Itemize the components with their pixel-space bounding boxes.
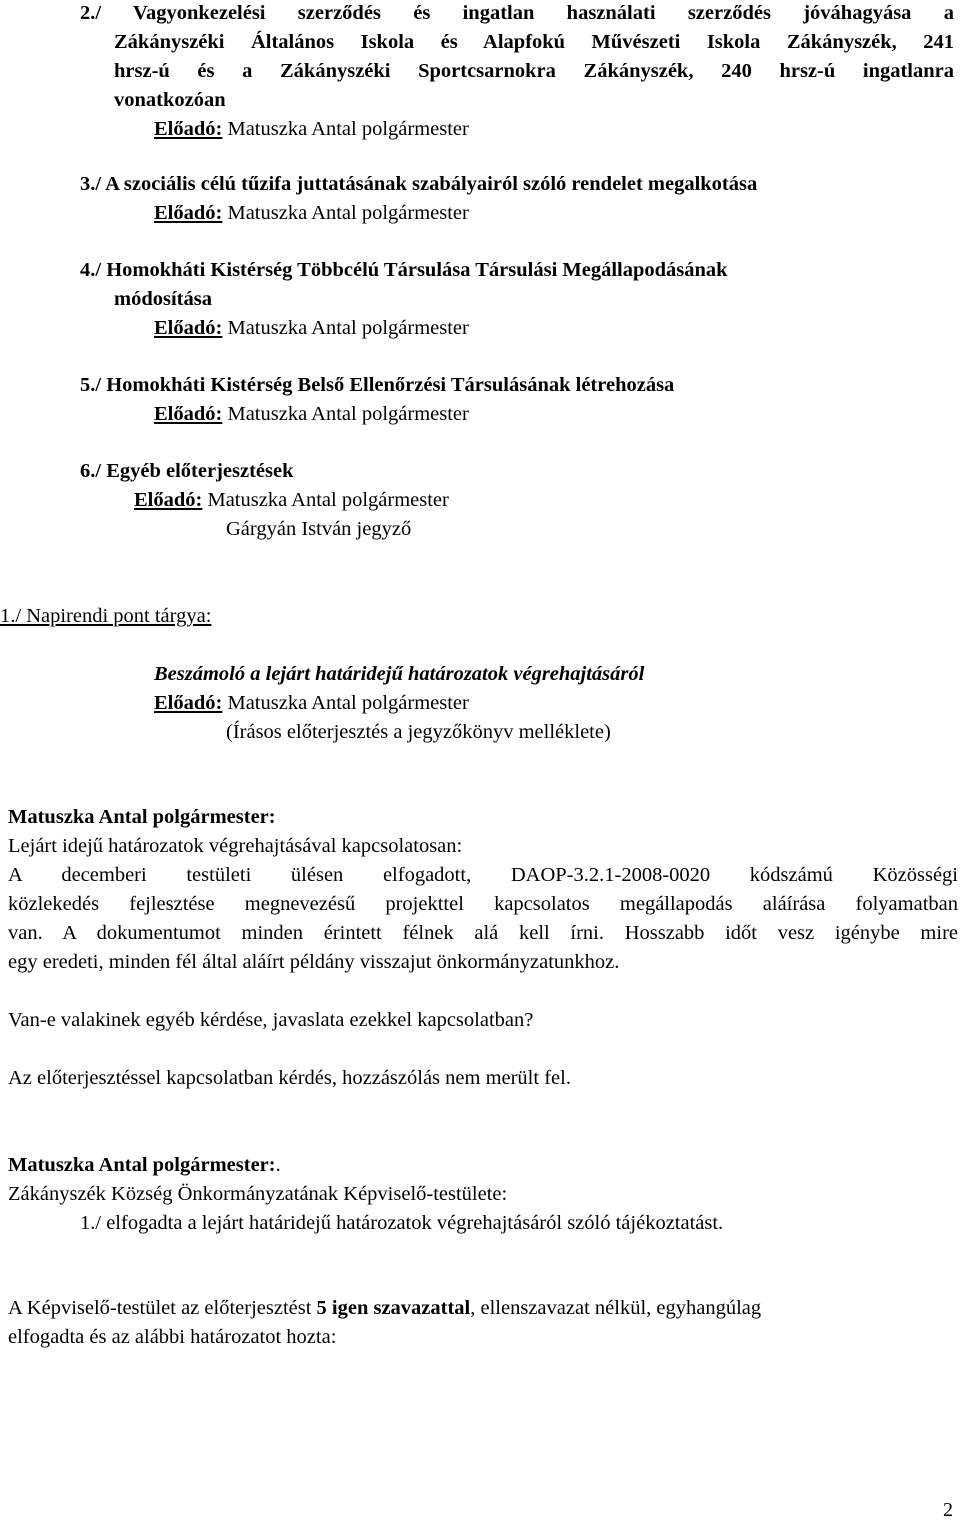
agenda-presenter (134, 486, 960, 515)
speaker-name: Matuszka Antal polgármester: (8, 1154, 276, 1176)
vote-prefix: A Képviselő-testület az előterjesztést (8, 1297, 317, 1319)
speech-1 (8, 803, 958, 977)
presenter-label: Előadó: (154, 403, 223, 425)
speech-line: van. A dokumentumot minden érintett félnek alá kell írni. Hosszabb időt vesz igénybe mire (8, 922, 958, 944)
agenda-title-line (80, 0, 954, 28)
speech-line: Lejárt idejű határozatok végrehajtásával kapcsolatosan: (8, 835, 463, 857)
point-1-heading (0, 602, 960, 631)
agenda-title-text: Homokháti Kistérség Többcélú Társulása Társulási Megállapodásának (106, 259, 728, 281)
point-1-subject: Beszámoló a lejárt határidejű határozatok végrehajtásáról (154, 663, 645, 685)
agenda-number: 4./ (80, 259, 102, 281)
vote-suffix: , ellenszavazat nélkül, egyhangúlag (470, 1297, 762, 1319)
point-1-details (154, 660, 954, 747)
agenda-title-text: Homokháti Kistérség Belső Ellenőrzési Társulásának létrehozása (106, 374, 675, 396)
vote-line-2: elfogadta és az alábbi határozatot hozta: (8, 1326, 337, 1348)
agenda-number: 3./ (80, 173, 102, 195)
agenda-title-text: Egyéb előterjesztések (106, 460, 294, 482)
agenda-title-line: hrsz-ú és a Zákányszéki Sportcsarnokra Zákányszék, 240 hrsz-ú ingatlanra (114, 60, 954, 82)
agenda-title-line: Zákányszéki Általános Iskola és Alapfokú Művészeti Iskola Zákányszék, 241 (114, 31, 954, 53)
presenter-label: Előadó: (154, 692, 223, 714)
agenda-number: 2./ (80, 2, 102, 24)
presenter-name: Matuszka Antal polgármester (227, 202, 469, 224)
agenda-presenter (154, 115, 960, 144)
agenda-presenter (154, 199, 960, 228)
presenter-name: Matuszka Antal polgármester (227, 692, 469, 714)
question-paragraph: Van-e valakinek egyéb kérdése, javaslata ezekkel kapcsolatban? (8, 1009, 534, 1031)
agenda-item-3 (80, 170, 960, 228)
presenter-label: Előadó: (134, 489, 203, 511)
presenter-name: Matuszka Antal polgármester (227, 118, 469, 140)
agenda-item-5 (80, 371, 960, 429)
agenda-item-4 (80, 256, 960, 343)
speaker-line (8, 1151, 960, 1180)
agenda-title-line (80, 457, 960, 486)
agenda-title-line: vonatkozóan (114, 89, 226, 111)
point-1-note: (Írásos előterjesztés a jegyzőkönyv melléklete) (226, 721, 611, 743)
no-question-paragraph: Az előterjesztéssel kapcsolatban kérdés, hozzászólás nem merült fel. (8, 1067, 571, 1089)
speech-2 (8, 1151, 960, 1238)
speech-line: közlekedés fejlesztése megnevezésű projekttel kapcsolatos megállapodás aláírása folyamatban (8, 893, 958, 915)
point-1-presenter (154, 689, 954, 718)
presenter-name: Matuszka Antal polgármester (207, 489, 449, 511)
agenda-item-6 (80, 457, 960, 544)
vote-line-1 (8, 1294, 948, 1323)
vote-count: 5 igen szavazattal (316, 1297, 471, 1319)
speech-item: 1./ elfogadta a lejárt határidejű határozatok végrehajtásáról szóló tájékoztatást. (80, 1212, 724, 1234)
agenda-item-2 (80, 0, 960, 144)
speech-line: egy eredeti, minden fél által aláírt példány visszajut önkormányzatunkhoz. (8, 951, 620, 973)
speech-line: A decemberi testületi ülésen elfogadott, DAOP-3.2.1-2008-0020 kódszámú Közösségi (8, 864, 958, 886)
agenda-title-line (80, 371, 960, 400)
presenter-label: Előadó: (154, 202, 223, 224)
presenter-label: Előadó: (154, 317, 223, 339)
point-1-heading-text: 1./ Napirendi pont tárgya: (0, 605, 212, 627)
agenda-presenter (154, 400, 960, 429)
presenter-label: Előadó: (154, 118, 223, 140)
presenter-name-2: Gárgyán István jegyző (226, 518, 412, 540)
agenda-presenter (154, 314, 960, 343)
agenda-title-text: Vagyonkezelési szerződés és ingatlan használati szerződés jóváhagyása a (133, 2, 954, 24)
agenda-title-line (80, 170, 960, 199)
page-number: 2 (943, 1499, 953, 1521)
speech-body: Zákányszék Község Önkormányzatának Képviselő-testülete: (8, 1183, 508, 1205)
presenter-name: Matuszka Antal polgármester (227, 317, 469, 339)
agenda-number: 5./ (80, 374, 102, 396)
speaker-suffix: . (275, 1154, 281, 1176)
agenda-title-text: A szociális célú tűzifa juttatásának szabályairól szóló rendelet megalkotása (105, 173, 758, 195)
speaker-name: Matuszka Antal polgármester: (8, 806, 276, 828)
agenda-title-line (80, 256, 960, 285)
agenda-number: 6./ (80, 460, 102, 482)
presenter-name: Matuszka Antal polgármester (227, 403, 469, 425)
agenda-title-line: módosítása (114, 288, 212, 310)
vote-paragraph (8, 1294, 948, 1352)
